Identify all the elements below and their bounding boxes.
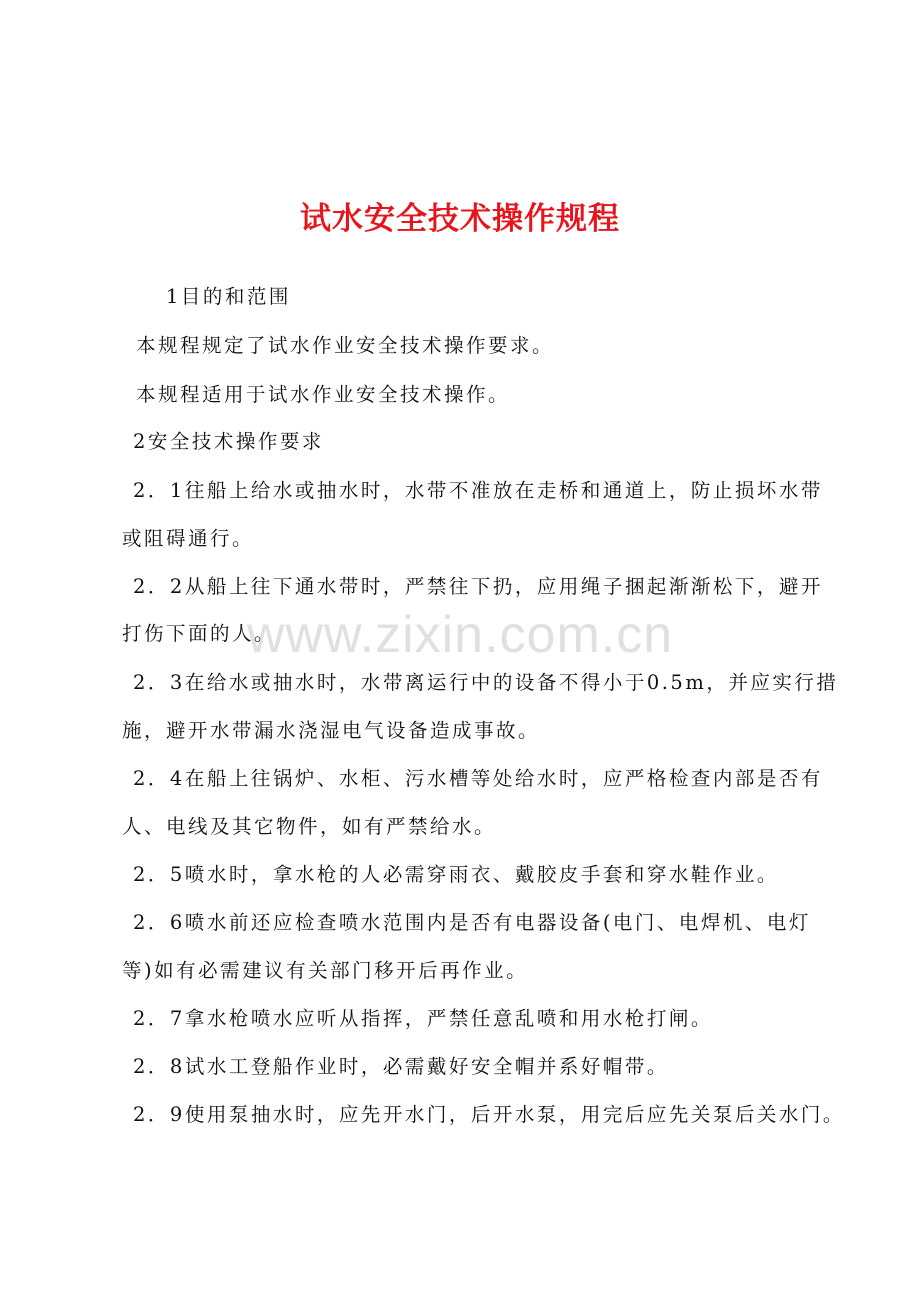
section-heading: 2安全技术操作要求 [133,430,324,453]
paragraph-line: 2．3在给水或抽水时，水带离运行中的设备不得小于0.5m，并应实行措 [133,671,839,694]
paragraph-line: 人、电线及其它物件，如有严禁给水。 [122,815,497,838]
paragraph-line: 2．1往船上给水或抽水时，水带不准放在走桥和通道上，防止损坏水带 [133,479,823,502]
paragraph-line: 或阻碍通行。 [122,527,255,550]
paragraph-line: 本规程适用于试水作业安全技术操作。 [136,383,511,406]
paragraph-line: 等)如有必需建议有关部门移开后再作业。 [122,959,529,982]
paragraph-line: 打伤下面的人。 [122,622,277,645]
paragraph-line: 2．7拿水枪喷水应听从指挥，严禁任意乱喷和用水枪打闸。 [133,1007,713,1030]
paragraph-line: 2．2从船上往下通水带时，严禁往下扔，应用绳子捆起渐渐松下，避开 [133,575,823,598]
paragraph-line: 2．8试水工登船作业时，必需戴好安全帽并系好帽带。 [133,1055,669,1078]
paragraph-line: 施，避开水带漏水浇湿电气设备造成事故。 [122,719,541,742]
document-title: 试水安全技术操作规程 [300,201,620,237]
paragraph-line: 2．6喷水前还应检查喷水范围内是否有电器设备(电门、电焊机、电灯 [133,911,811,934]
section-heading: 1目的和范围 [166,285,291,308]
paragraph-line: 2．9使用泵抽水时，应先开水门，后开水泵，用完后应先关泵后关水门。 [133,1103,845,1126]
watermark-text: www.zixin.com.cn [246,606,674,664]
paragraph-line: 2．5喷水时，拿水枪的人必需穿雨衣、戴胶皮手套和穿水鞋作业。 [133,863,779,886]
paragraph-line: 本规程规定了试水作业安全技术操作要求。 [136,334,555,357]
paragraph-line: 2．4在船上往锅炉、水柜、污水槽等处给水时，应严格检查内部是否有 [133,767,823,790]
